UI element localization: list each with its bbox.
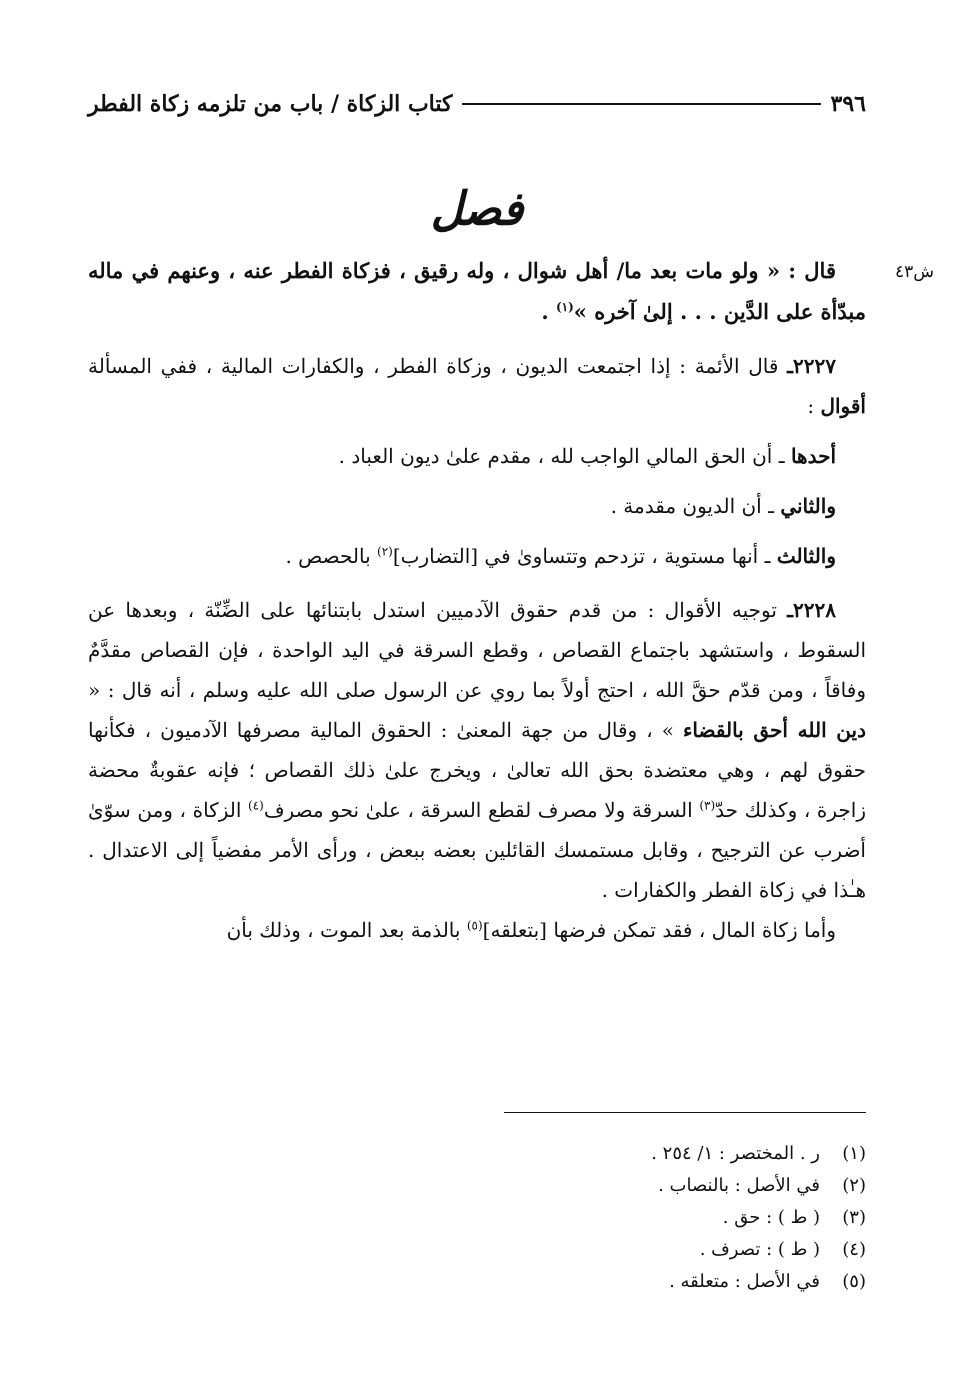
paragraph-text: قال الأئمة : إذا اجتمعت الديون ، وزكاة الفطر ، والكفارات المالية ، ففي المسألة	[88, 354, 788, 378]
paragraph-2228	[88, 590, 866, 910]
footnote-text: ( ط ) : تصرف .	[699, 1239, 820, 1260]
footnote-ref-3: (٣)	[699, 798, 716, 813]
running-title: كتاب الزكاة / باب من تلزمه زكاة الفطر	[88, 91, 453, 117]
footnotes	[366, 1138, 866, 1298]
paragraph-text-b: » ، وقال من جهة المعنىٰ : الحقوق المالية مصرفها الآدميون ، فكأنها حقوق لهم ، وهي معتضدة بحق الله تعالىٰ ، ويخرج علىٰ ذلك القصاص ؛ فإنه عقوبةٌ محضة زاجرة ، وكذلك حدّ	[88, 718, 866, 822]
paragraph-number: ٢٢٢٧ـ	[787, 354, 836, 378]
option-text: ـ أن الحق المالي الواجب لله ، مقدم علىٰ ديون العباد .	[338, 444, 791, 468]
option-text: ـ أن الديون مقدمة .	[610, 494, 781, 518]
lead-quote-text: قال : « ولو مات بعد ما/ أهل شوال ، وله رقيق ، فزكاة الفطر عنه ، وعنهم في ماله مبدّأة على الدَّين . . . إلىٰ آخره »	[88, 258, 866, 324]
option-2	[88, 486, 866, 526]
footnote-ref-4: (٤)	[247, 798, 264, 813]
footnote-ref-5: (٥)	[466, 918, 483, 933]
option-label: والثاني	[780, 494, 836, 518]
paragraph-number: ٢٢٢٨ـ	[787, 598, 836, 622]
option-text-end: بالحصص .	[285, 544, 378, 568]
footnote	[366, 1234, 866, 1266]
page-number: ٣٩٦	[830, 91, 866, 117]
footnote-number: (١)	[842, 1143, 866, 1164]
footnote-number: (٣)	[842, 1207, 866, 1228]
footnote-number: (٤)	[842, 1239, 866, 1260]
bold-term: أقوال	[820, 394, 866, 418]
header-rule	[462, 103, 820, 105]
footnote-text: في الأصل : متعلقه .	[669, 1271, 820, 1292]
margin-note: ش٤٣	[894, 262, 934, 282]
running-header	[88, 84, 866, 124]
paragraph-text-end: بالذمة بعد الموت ، وذلك بأن	[226, 918, 467, 942]
paragraph-last	[88, 910, 866, 950]
footnote	[366, 1170, 866, 1202]
paragraph-text-c: السرقة ولا مصرف لقطع السرقة ، علىٰ نحو مصرف	[263, 798, 700, 822]
footnote-rule	[504, 1112, 866, 1113]
footnote-text: ( ط ) : حق .	[722, 1207, 820, 1228]
footnote-number: (٥)	[842, 1271, 866, 1292]
paragraph-text: وأما زكاة المال ، فقد تمكن فرضها [بتعلقه]	[482, 918, 836, 942]
paragraph-text-d: الزكاة ، ومن سوّىٰ أضرب عن الترجيح ، وقابل مستمسك القائلين بعضه ببعض ، ورأى الأمر مفضياً إلى الاعتدال . هـٰذا في زكاة الفطر والكفارات .	[88, 798, 866, 902]
footnote	[366, 1138, 866, 1170]
footnote-text: في الأصل : بالنصاب .	[658, 1175, 820, 1196]
footnote-text: ر . المختصر : ١/ ٢٥٤ .	[651, 1143, 820, 1164]
paragraph-text: توجيه الأقوال : من قدم حقوق الآدميين استدل بابتنائها على الضِّنّة ، وبعدها عن السقوط ، واستشهد باجتماع القصاص ، وقطع السرقة في اليد الواحدة ، فإن القصاص مقدَّمٌ وفاقاً ، ومن قدّم حقَّ الله ، احتج أولاً بما روي عن الرسول صلى الله عليه وسلم ، أنه قال : «	[88, 598, 866, 702]
section-ornament-text: فصل	[430, 182, 524, 237]
option-1	[88, 436, 866, 476]
footnote-number: (٢)	[842, 1175, 866, 1196]
footnote	[366, 1202, 866, 1234]
section-ornament	[0, 184, 954, 235]
hadith-quote: دين الله أحق بالقضاء	[683, 718, 866, 742]
paragraph-2227	[88, 346, 866, 426]
footnote	[366, 1266, 866, 1298]
lead-quote-end: .	[541, 299, 556, 324]
body-text	[88, 250, 866, 950]
footnote-ref-2: (٢)	[377, 544, 393, 559]
option-label: أحدها	[790, 444, 836, 468]
footnote-ref-1: (١)	[555, 300, 574, 314]
paragraph-text-end: :	[807, 394, 821, 418]
option-3	[88, 536, 866, 576]
lead-quote	[88, 250, 866, 332]
option-label: والثالث	[776, 544, 836, 568]
option-text: ـ أنها مستوية ، تزدحم وتتساوىٰ في [التضارب]	[392, 544, 777, 568]
